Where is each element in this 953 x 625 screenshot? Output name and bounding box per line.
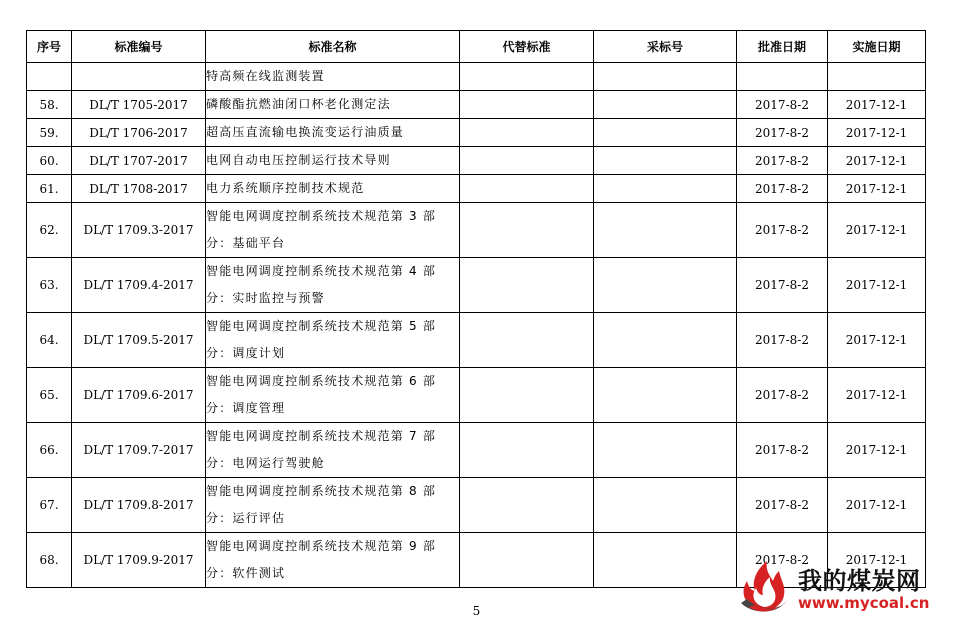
header-implementation-date: 实施日期	[828, 31, 926, 63]
cell-implementation: 2017-12-1	[828, 175, 926, 203]
name-line: 分：调度管理	[206, 401, 286, 415]
cell-approval: 2017-8-2	[737, 119, 828, 147]
cell-implementation: 2017-12-1	[828, 368, 926, 423]
cell-replaces	[460, 258, 594, 313]
cell-name	[206, 175, 460, 203]
name-line: 智能电网调度控制系统技术规范第 9 部	[206, 539, 437, 553]
name-line: 智能电网调度控制系统技术规范第 5 部	[206, 319, 437, 333]
cell-replaces	[460, 119, 594, 147]
cell-replaces	[460, 91, 594, 119]
cell-implementation: 2017-12-1	[828, 533, 926, 588]
cell-implementation: 2017-12-1	[828, 119, 926, 147]
cell-replaces	[460, 478, 594, 533]
name-line: 磷酸酯抗燃油闭口杯老化测定法	[206, 97, 391, 111]
table-header-row	[27, 31, 926, 63]
cell-implementation: 2017-12-1	[828, 423, 926, 478]
table-row	[27, 423, 926, 478]
name-line: 分：电网运行驾驶舱	[206, 456, 325, 470]
cell-serial: 65.	[27, 368, 72, 423]
table-row	[27, 175, 926, 203]
table-row	[27, 258, 926, 313]
cell-code: DL/T 1706-2017	[72, 119, 206, 147]
cell-implementation: 2017-12-1	[828, 203, 926, 258]
cell-serial: 68.	[27, 533, 72, 588]
cell-replaces	[460, 147, 594, 175]
cell-implementation: 2017-12-1	[828, 91, 926, 119]
cell-replaces	[460, 175, 594, 203]
cell-implementation: 2017-12-1	[828, 313, 926, 368]
cell-approval: 2017-8-2	[737, 423, 828, 478]
name-line: 分：基础平台	[206, 236, 286, 250]
standards-table	[26, 30, 926, 588]
cell-code: DL/T 1709.5-2017	[72, 313, 206, 368]
cell-adoption	[594, 175, 737, 203]
cell-code	[72, 63, 206, 91]
cell-code: DL/T 1709.6-2017	[72, 368, 206, 423]
table-row	[27, 147, 926, 175]
header-replaces: 代替标准	[460, 31, 594, 63]
watermark-logo	[737, 555, 947, 615]
cell-serial: 61.	[27, 175, 72, 203]
name-line: 超高压直流输电换流变运行油质量	[206, 125, 405, 139]
cell-serial	[27, 63, 72, 91]
cell-replaces	[460, 313, 594, 368]
cell-name	[206, 368, 460, 423]
name-line: 特高频在线监测装置	[206, 69, 325, 83]
table-row	[27, 478, 926, 533]
cell-approval: 2017-8-2	[737, 147, 828, 175]
name-line: 分：运行评估	[206, 511, 286, 525]
watermark-url: www.mycoal.cn	[798, 594, 930, 612]
table-row	[27, 368, 926, 423]
cell-replaces	[460, 423, 594, 478]
cell-name	[206, 533, 460, 588]
cell-approval: 2017-8-2	[737, 533, 828, 588]
cell-adoption	[594, 147, 737, 175]
cell-serial: 67.	[27, 478, 72, 533]
cell-approval	[737, 63, 828, 91]
cell-approval: 2017-8-2	[737, 258, 828, 313]
header-standard-name: 标准名称	[206, 31, 460, 63]
name-line: 分：调度计划	[206, 346, 286, 360]
cell-code: DL/T 1709.3-2017	[72, 203, 206, 258]
cell-name	[206, 203, 460, 258]
cell-replaces	[460, 533, 594, 588]
name-line: 电网自动电压控制运行技术导则	[206, 153, 391, 167]
flame-logo-icon	[737, 557, 795, 613]
continuation-row	[27, 63, 926, 91]
cell-serial: 63.	[27, 258, 72, 313]
cell-code: DL/T 1707-2017	[72, 147, 206, 175]
cell-adoption	[594, 91, 737, 119]
cell-adoption	[594, 119, 737, 147]
name-line: 智能电网调度控制系统技术规范第 8 部	[206, 484, 437, 498]
cell-name	[206, 423, 460, 478]
cell-code: DL/T 1709.8-2017	[72, 478, 206, 533]
cell-code: DL/T 1709.9-2017	[72, 533, 206, 588]
cell-name	[206, 478, 460, 533]
cell-name	[206, 313, 460, 368]
name-line: 分：软件测试	[206, 566, 286, 580]
cell-name	[206, 258, 460, 313]
name-line: 智能电网调度控制系统技术规范第 7 部	[206, 429, 437, 443]
cell-code: DL/T 1708-2017	[72, 175, 206, 203]
cell-serial: 59.	[27, 119, 72, 147]
name-line: 智能电网调度控制系统技术规范第 6 部	[206, 374, 437, 388]
cell-name	[206, 147, 460, 175]
name-line: 智能电网调度控制系统技术规范第 4 部	[206, 264, 437, 278]
table-row	[27, 91, 926, 119]
name-line: 分：实时监控与预警	[206, 291, 325, 305]
cell-serial: 66.	[27, 423, 72, 478]
cell-name	[206, 91, 460, 119]
cell-adoption	[594, 63, 737, 91]
cell-name	[206, 119, 460, 147]
page-number: 5	[472, 604, 481, 618]
cell-implementation	[828, 63, 926, 91]
cell-adoption	[594, 478, 737, 533]
table-row	[27, 119, 926, 147]
table-body	[27, 63, 926, 588]
cell-approval: 2017-8-2	[737, 368, 828, 423]
cell-approval: 2017-8-2	[737, 478, 828, 533]
table-row	[27, 313, 926, 368]
cell-code: DL/T 1709.4-2017	[72, 258, 206, 313]
header-approval-date: 批准日期	[737, 31, 828, 63]
cell-approval: 2017-8-2	[737, 313, 828, 368]
cell-replaces	[460, 368, 594, 423]
cell-serial: 60.	[27, 147, 72, 175]
cell-implementation: 2017-12-1	[828, 258, 926, 313]
cell-serial: 58.	[27, 91, 72, 119]
cell-approval: 2017-8-2	[737, 203, 828, 258]
cell-implementation: 2017-12-1	[828, 147, 926, 175]
cell-code: DL/T 1705-2017	[72, 91, 206, 119]
cell-adoption	[594, 423, 737, 478]
cell-code: DL/T 1709.7-2017	[72, 423, 206, 478]
cell-replaces	[460, 203, 594, 258]
header-standard-code: 标准编号	[72, 31, 206, 63]
cell-adoption	[594, 258, 737, 313]
name-line: 电力系统顺序控制技术规范	[206, 181, 365, 195]
name-line: 智能电网调度控制系统技术规范第 3 部	[206, 209, 437, 223]
cell-adoption	[594, 313, 737, 368]
cell-approval: 2017-8-2	[737, 91, 828, 119]
cell-adoption	[594, 368, 737, 423]
cell-adoption	[594, 533, 737, 588]
cell-serial: 64.	[27, 313, 72, 368]
watermark-name: 我的煤炭网	[798, 567, 921, 595]
cell-serial: 62.	[27, 203, 72, 258]
header-serial: 序号	[27, 31, 72, 63]
cell-name	[206, 63, 460, 91]
table-row	[27, 203, 926, 258]
cell-implementation: 2017-12-1	[828, 478, 926, 533]
header-adoption-no: 采标号	[594, 31, 737, 63]
cell-approval: 2017-8-2	[737, 175, 828, 203]
cell-adoption	[594, 203, 737, 258]
cell-replaces	[460, 63, 594, 91]
